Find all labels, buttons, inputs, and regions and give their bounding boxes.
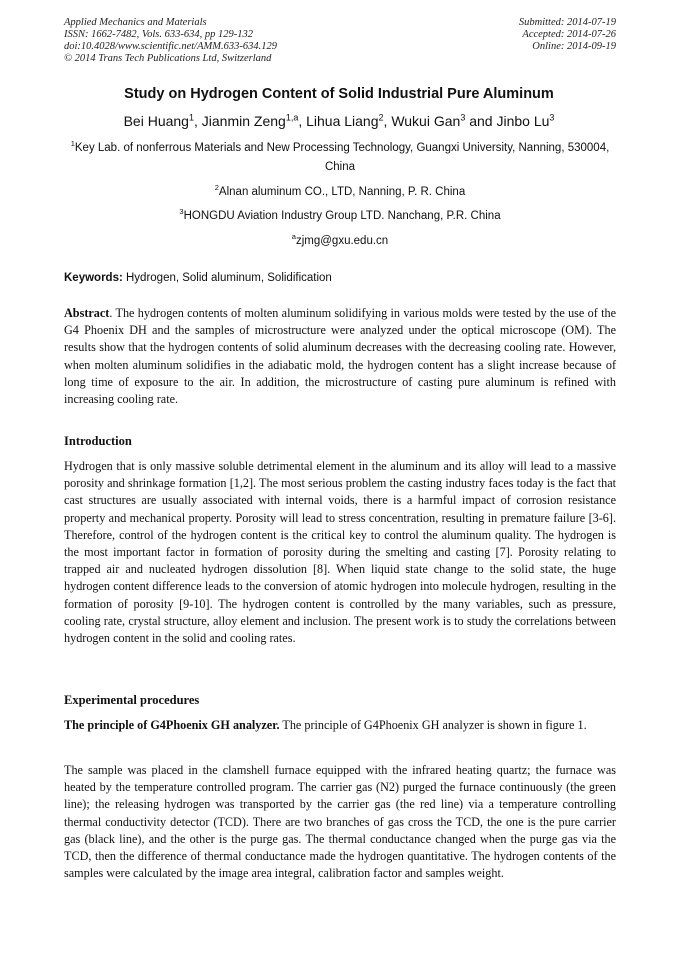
author-sup: 2 bbox=[378, 112, 384, 123]
keywords-label: Keywords: bbox=[64, 272, 123, 284]
introduction-paragraph: Hydrogen that is only massive soluble detrimental element in the aluminum and its alloy will lead to a massive porosity and shrinkage formation [1,2]. The most serious problem the casting industry faces today is the fact that cast structures are usually associated with internal voids, there is a harmful impact of corrosion resistance property and mechanical property. Porosity will lead to stress concentration, resulting in premature failure [3-6]. Therefore, control of the hydrogen content is the critical key to control the aluminum quality. The hydrogen is the most important factor in formation of porosity during the smelting and casting [7]. Porosity relating to trapped air and nucleated hydrogen dissolution [8]. When liquid state change to the solid state, the huge hydrogen content difference leads to the conversion of atomic hydrogen into molecule hydrogen, resulting in the formation of porosity [9-10]. The hydrogen content is controlled by the many variables, such as pressure, cooling rate, crystal structure, alloy element and inclusion. The present work is to study the correlations between hydrogen content in the solid and cooling rates. bbox=[64, 459, 616, 646]
affiliation-sup: 1 bbox=[70, 139, 75, 149]
section-heading-introduction: Introduction bbox=[64, 434, 132, 448]
experimental-paragraph: The sample was placed in the clamshell furnace equipped with the infrared heating quartz; the furnace was heated by the temperature controlled program. The carrier gas (N2) purged the furnace continuously (the green line); the releasing hydrogen was transported by the carrier gas (the red line) via a temperature controlling thermal conductivity detector (TCD). There are two branches of gas cross the TCD, the one is the pure carrier gas (black line), and the other is the purge gas. The thermal conductance changed when the purge gas via the TCD, then the difference of thermal conductance made the hydrogen quantitative. The hydrogen contents of the samples were calculated by the image area integral, calibration factor and samples weight. bbox=[64, 763, 616, 881]
journal-info bbox=[64, 17, 277, 65]
author-sup: 3 bbox=[460, 112, 466, 123]
paper-title: Study on Hydrogen Content of Solid Industrial Pure Aluminum bbox=[124, 86, 554, 102]
keywords bbox=[64, 272, 616, 284]
author-sep: , bbox=[383, 113, 392, 129]
online-date: Online: 2014-09-19 bbox=[532, 41, 616, 52]
principle-text: The principle of G4Phoenix GH analyzer is shown in figure 1. bbox=[279, 718, 587, 732]
affiliation-3 bbox=[64, 207, 616, 226]
author-sep: and bbox=[465, 113, 497, 129]
abstract-label: Abstract bbox=[64, 306, 110, 320]
author-email bbox=[64, 232, 616, 251]
author-sup: 1,a bbox=[285, 112, 299, 123]
affiliation-1 bbox=[64, 139, 616, 177]
copyright-line: © 2014 Trans Tech Publications Ltd, Switzerland bbox=[64, 53, 272, 64]
author-name: Jinbo Lu bbox=[496, 113, 550, 129]
journal-name: Applied Mechanics and Materials bbox=[64, 17, 207, 28]
submitted-date: Submitted: 2014-07-19 bbox=[518, 17, 616, 28]
dates-info bbox=[519, 17, 616, 53]
author-sep: , bbox=[193, 113, 202, 129]
abstract-text: . The hydrogen contents of molten aluminum solidifying in various molds were tested by the use of the G4 Phoenix DH and the samples of microstructure were analyzed under the optical microscope (OM). The results show that the hydrogen contents of solid aluminum decreases with the decreasing cooling rate. However, when molten aluminum solidifies in the adiabatic mold, the hydrogen content has a slight increase because of long time of exposure to the air. In addition, the microstructure of casting pure aluminum is refined with increasing cooling rate. bbox=[64, 306, 616, 407]
section-heading-experimental: Experimental procedures bbox=[64, 693, 200, 707]
author-list bbox=[0, 113, 678, 129]
author-name: Wukui Gan bbox=[391, 113, 461, 129]
affiliation-2 bbox=[64, 183, 616, 202]
principle-label: The principle of G4Phoenix GH analyzer. bbox=[64, 718, 280, 732]
affiliation-text: Key Lab. of nonferrous Materials and New Processing Technology, Guangxi University, Nanning, 530004, China bbox=[74, 142, 610, 173]
issn-line: ISSN: 1662-7482, Vols. 633-634, pp 129-132 bbox=[64, 29, 253, 40]
author-name: Bei Huang bbox=[123, 113, 189, 129]
author-name: Lihua Liang bbox=[306, 113, 379, 129]
abstract bbox=[64, 305, 616, 408]
author-name: Jianmin Zeng bbox=[201, 113, 286, 129]
author-sup: 1 bbox=[188, 112, 194, 123]
affiliation-sup: 3 bbox=[179, 207, 184, 217]
author-sup: 3 bbox=[549, 112, 555, 123]
affiliation-sup: a bbox=[291, 232, 296, 242]
accepted-date: Accepted: 2014-07-26 bbox=[522, 29, 616, 40]
affiliation-text: HONGDU Aviation Industry Group LTD. Nanchang, P.R. China bbox=[183, 210, 501, 222]
email-link[interactable]: zjmg@gxu.edu.cn bbox=[295, 235, 389, 247]
affiliation-text: Alnan aluminum CO., LTD, Nanning, P. R. China bbox=[218, 186, 466, 198]
principle-paragraph bbox=[64, 717, 616, 734]
affiliation-sup: 2 bbox=[214, 183, 219, 193]
author-sep: , bbox=[298, 113, 307, 129]
keywords-text: Hydrogen, Solid aluminum, Solidification bbox=[122, 272, 332, 284]
doi-line: doi:10.4028/www.scientific.net/AMM.633-634.129 bbox=[64, 41, 277, 52]
